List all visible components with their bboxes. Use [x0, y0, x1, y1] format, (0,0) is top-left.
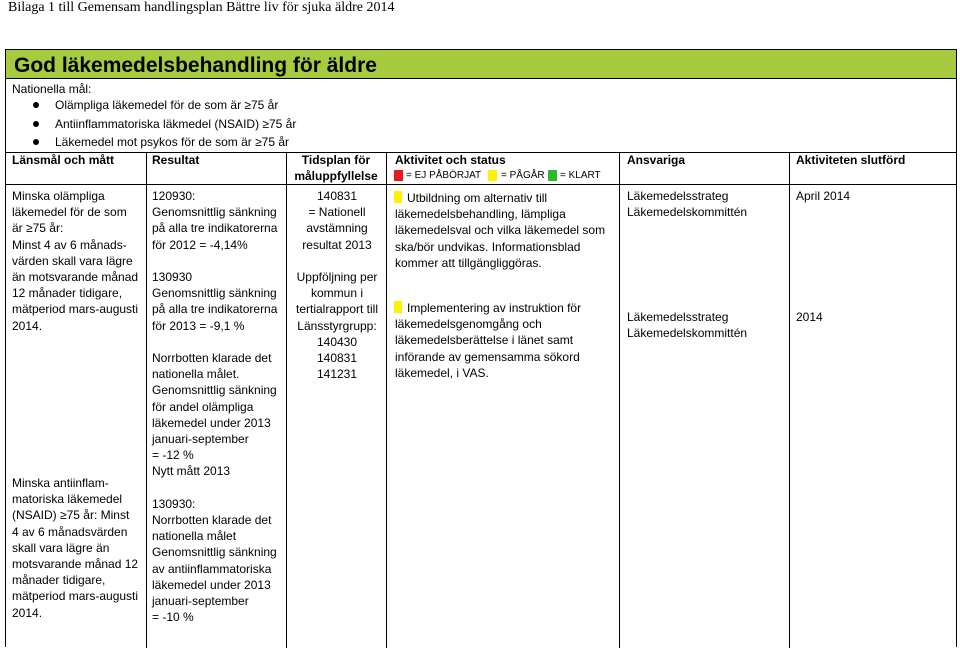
aktivitet-cell-1: Utbildning om alternativ till läkemedelsbehandling, lämpliga läkemedelsval och vilka läkemedel som ska/bör undvikas. Informationsblad kommer att tillgängliggöras.	[395, 191, 606, 270]
goal-text: Antiinflammatoriska läkmedel (NSAID) ≥75 år	[55, 117, 297, 131]
col-divider	[789, 152, 790, 648]
status-red-icon	[394, 170, 403, 181]
goal-item	[33, 135, 289, 149]
page-title: God läkemedelsbehandling för äldre	[14, 54, 377, 77]
col-header-resultat: Resultat	[152, 153, 200, 167]
slutford-cell-2: 2014	[796, 310, 823, 324]
col-header-slutford: Aktiviteten slutförd	[796, 153, 906, 167]
goal-item	[33, 98, 278, 112]
goal-text: Läkemedel mot psykos för de som är ≥75 år	[55, 135, 290, 149]
bullet-icon	[33, 139, 39, 145]
col-header-aktivitet: Aktivitet och status	[395, 153, 506, 167]
legend-not-started: = EJ PÅBÖRJAT	[406, 170, 482, 181]
col-divider	[386, 152, 387, 648]
col-header-ansvariga: Ansvariga	[627, 153, 686, 167]
col-divider	[619, 152, 620, 648]
resultat-cell: 120930: Genomsnittlig sänkning på alla tre indikatorerna för 2012 = -4,14% 130930 Genomsnittlig sänkning på alla tre indikatorerna för 2013 = -9,1 % Norrbotten klarade det nationella målet. Genomsnittlig sänkning för andel olämpliga läkemedel under 2013 januari-september = -12 % Nytt mått 2013 130930: Norrbotten klarade det nationella målet Genomsnittlig sänkning av antiinflammatoriska läkemedel under 2013 januari-september = -10 %	[152, 189, 278, 625]
bullet-icon	[33, 102, 39, 108]
title-bar	[5, 49, 957, 79]
legend-ongoing: = PÅGÅR	[501, 170, 545, 181]
status-green-icon	[548, 170, 557, 181]
col-divider	[146, 152, 147, 648]
ansvariga-cell-1: Läkemedelsstrateg Läkemedelskommittén	[627, 189, 748, 220]
header-bottom-rule	[6, 184, 956, 185]
col-header-lansmal: Länsmål och mått	[12, 153, 115, 167]
goals-label: Nationella mål:	[12, 82, 92, 96]
bullet-icon	[33, 121, 39, 127]
lansmal-cell-1: Minska olämpliga läkemedel för de som är ≥75 år: Minst 4 av 6 månads- värden skall vara lägre än motsvarande månad 12 månader tidigare, mätperiod mars-augusti 2014.	[12, 189, 139, 333]
col-divider	[286, 152, 287, 648]
status-yellow-icon	[488, 170, 497, 181]
ansvariga-cell-2: Läkemedelsstrateg Läkemedelskommittén	[627, 310, 748, 341]
aktivitet-cell-2: Implementering av instruktion för läkemedelsgenomgång och läkemedelsberättelse i länet samt införande av gemensamma sökord läkemedel, i VAS.	[395, 301, 582, 380]
legend-done: = KLART	[560, 170, 601, 181]
col-header-tidsplan: Tidsplan för måluppfyllelse	[294, 153, 378, 183]
lansmal-cell-2: Minska antiinflam- matoriska läkemedel (NSAID) ≥75 år: Minst 4 av 6 månadsvärden skall vara lägre än motsvarande månad 12 månader tidigare, mätperiod mars-augusti 2014.	[12, 476, 139, 620]
page-header: Bilaga 1 till Gemensam handlingsplan Bättre liv för sjuka äldre 2014	[8, 0, 395, 15]
goal-text: Olämpliga läkemedel för de som är ≥75 år	[55, 98, 279, 112]
slutford-cell-1: April 2014	[796, 189, 851, 203]
tidsplan-cell: 140831 = Nationell avstämning resultat 2013 Uppföljning per kommun i tertialrapport till Länsstyrgrupp: 140430 140831 141231	[295, 189, 379, 382]
goal-item	[33, 117, 296, 131]
